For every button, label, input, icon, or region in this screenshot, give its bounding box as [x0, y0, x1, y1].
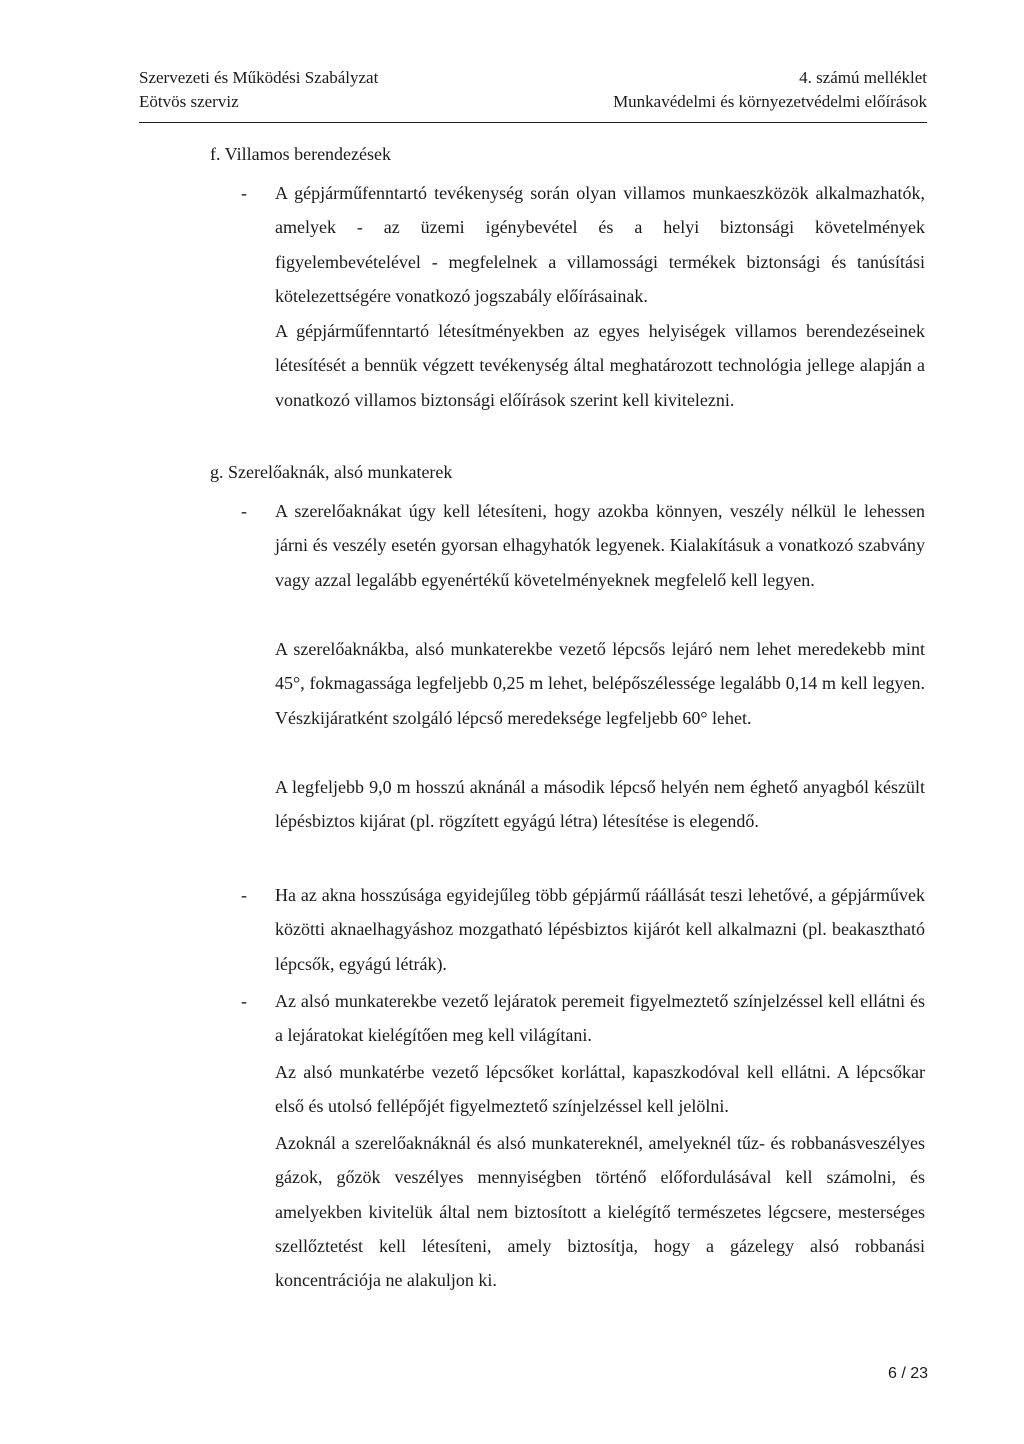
bullet-marker: -	[241, 885, 247, 905]
section-f-title: f. Villamos berendezések	[210, 144, 392, 164]
paragraph: Ha az akna hosszúsága egyidejűleg több gépjármű ráállását teszi lehetővé, a gépjárművek közötti aknaelhagyáshoz mozgatható lépésbiztos kijárót kell alkalmazni (pl. beakasztható lépcsők, egyágú létrák).	[275, 885, 925, 974]
paragraph: A szerelőaknákat úgy kell létesíteni, hogy azokba könnyen, veszély nélkül le lehessen járni és veszély esetén gyorsan elhagyhatók legyenek. Kialakításuk a vonatkozó szabvány vagy azzal legalább egyenértékű követelményeknek megfelelő kell legyen.	[275, 501, 925, 590]
paragraph: Az alsó munkaterekbe vezető lejáratok peremeit figyelmeztető színjelzéssel kell ellátni és a lejáratokat kielégítően meg kell világítani.	[275, 991, 925, 1046]
paragraph: A gépjárműfenntartó tevékenység során olyan villamos munkaeszközök alkalmazhatók, amelyek - az üzemi igénybevétel és a helyi biztonsági követelmények figyelembevételével - megfelelnek a villamossági termékek biztonsági és tanúsítási kötelezettségére vonatkozó jogszabály előírásainak.	[275, 183, 925, 306]
paragraph: A szerelőaknákba, alsó munkaterekbe vezető lépcsős lejáró nem lehet meredekebb mint 45°, fokmagassága legfeljebb 0,25 m lehet, belépőszélessége legalább 0,14 m kell legyen. Vészkijáratként szolgáló lépcső meredeksége legfeljebb 60° lehet.	[275, 639, 925, 728]
paragraph: A legfeljebb 9,0 m hosszú aknánál a második lépcső helyén nem éghető anyagból készült lépésbiztos kijárat (pl. rögzített egyágú létra) létesítése is elegendő.	[275, 777, 925, 832]
page-number: 6 / 23	[887, 1365, 928, 1382]
document-title: Szervezeti és Működési Szabályzat	[139, 68, 379, 87]
annex-number: 4. számú melléklet	[799, 68, 927, 87]
bullet-marker: -	[241, 991, 247, 1011]
section-g-title: g. Szerelőaknák, alsó munkaterek	[210, 462, 453, 482]
paragraph: A gépjárműfenntartó létesítményekben az egyes helyiségek villamos berendezéseinek létesítését a bennük végzett tevékenység által meghatározott technológia jellege alapján a vonatkozó villamos biztonsági előírások szerint kell kivitelezni.	[275, 321, 925, 410]
page-header	[139, 66, 927, 114]
annex-title: Munkavédelmi és környezetvédelmi előírások	[613, 92, 927, 111]
bullet-marker: -	[241, 183, 247, 203]
header-divider	[139, 122, 927, 123]
paragraph: Az alsó munkatérbe vezető lépcsőket korláttal, kapaszkodóval kell ellátni. A lépcsőkar első és utolsó fellépőjét figyelmeztető színjelzéssel kell jelölni.	[275, 1062, 925, 1117]
paragraph: Azoknál a szerelőaknáknál és alsó munkatereknél, amelyeknél tűz- és robbanásveszélyes gázok, gőzök veszélyes mennyiségben történő előfordulásával kell számolni, és amelyekben kivitelük által nem biztosított a kielégítő természetes légcsere, mesterséges szellőztetést kell létesíteni, amely biztosítja, hogy a gázelegy alsó robbanási koncentrációja ne alakuljon ki.	[275, 1133, 925, 1291]
bullet-marker: -	[241, 501, 247, 521]
organization-name: Eötvös szerviz	[139, 92, 239, 111]
